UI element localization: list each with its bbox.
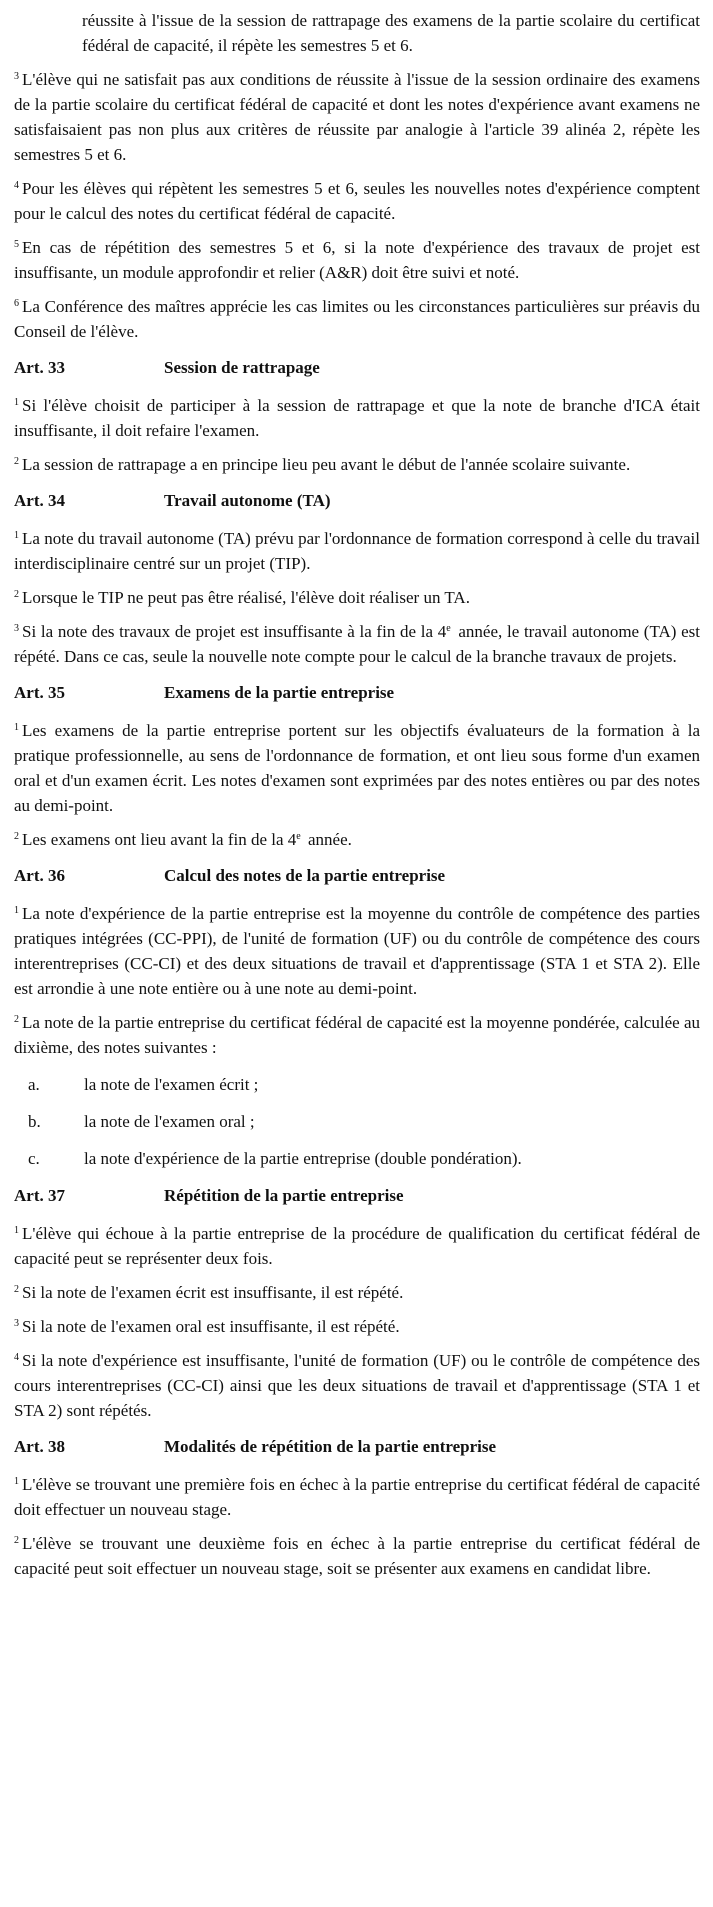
paragraph-text: Les examens de la partie entreprise portent sur les objectifs évaluateurs de la formation à la pratique professionnelle, au sens de l'ordonnance de formation, et ont lieu sous forme d'un examen oral et d'un examen écrit. Les notes d'examen sont exprimées par des notes entières ou par des notes au demi-point. xyxy=(14,721,700,815)
paragraph-number: 3 xyxy=(14,1318,19,1329)
art34-paragraph-3 xyxy=(14,619,700,669)
paragraph-text-after: année, le travail autonome (TA) est répété. Dans ce cas, seule la nouvelle note compte pour le calcul de la branche travaux de projets. xyxy=(14,622,700,666)
list-item-a xyxy=(14,1072,700,1097)
paragraph-text: Si l'élève choisit de participer à la session de rattrapage et que la note de branche d'ICA était insuffisante, il doit refaire l'examen. xyxy=(14,396,700,440)
article-title: Répétition de la partie entreprise xyxy=(164,1186,404,1205)
paragraph-number: 2 xyxy=(14,831,19,842)
art38-paragraph-1 xyxy=(14,1472,700,1522)
article-title: Travail autonome (TA) xyxy=(164,491,331,510)
art36-paragraph-2 xyxy=(14,1010,700,1060)
article-heading-36 xyxy=(14,863,700,888)
article-number: Art. 38 xyxy=(14,1437,65,1456)
list-text: la note de l'examen oral ; xyxy=(84,1112,255,1131)
article-number: Art. 33 xyxy=(14,358,65,377)
paragraph-number: 6 xyxy=(14,298,19,309)
art38-paragraph-2 xyxy=(14,1531,700,1581)
art37-paragraph-2 xyxy=(14,1280,700,1305)
paragraph-text-after: année. xyxy=(303,830,352,849)
paragraph-number: 1 xyxy=(14,905,19,916)
art32-paragraph-5 xyxy=(14,235,700,285)
list-text: la note de l'examen écrit ; xyxy=(84,1075,259,1094)
ordinal-superscript: e xyxy=(296,831,301,842)
paragraph-number: 3 xyxy=(14,71,19,82)
art32-paragraph-4 xyxy=(14,176,700,226)
list-letter: a. xyxy=(28,1075,40,1094)
continued-paragraph: réussite à l'issue de la session de rattrapage des examens de la partie scolaire du certificat fédéral de capacité, il répète les semestres 5 et 6. xyxy=(82,11,700,55)
paragraph-number: 1 xyxy=(14,397,19,408)
paragraph-text: L'élève qui ne satisfait pas aux conditions de réussite à l'issue de la session ordinaire des examens de la partie scolaire du certificat fédéral de capacité et dont les notes d'expérience avant examens ne satisfaisaient pas non plus aux critères de réussite par analogie à l'article 39 alinéa 2, répète les semestres 5 et 6. xyxy=(14,70,700,164)
paragraph-number: 2 xyxy=(14,456,19,467)
art33-paragraph-2 xyxy=(14,452,700,477)
paragraph-text: La session de rattrapage a en principe lieu peu avant le début de l'année scolaire suivante. xyxy=(22,455,631,474)
paragraph-text: La note d'expérience de la partie entreprise est la moyenne du contrôle de compétence des parties pratiques intégrées (CC-PPI), de l'unité de formation (UF) ou du contrôle de compétence des cours interentreprises (CC-CI) et des deux situations de travail et d'apprentissage (STA 1 et STA 2). Elle est arrondie à une note entière ou à une note au demi-point. xyxy=(14,904,700,998)
paragraph-number: 1 xyxy=(14,1476,19,1487)
art37-paragraph-1 xyxy=(14,1221,700,1271)
art36-paragraph-1 xyxy=(14,901,700,1001)
art32-paragraph-6 xyxy=(14,294,700,344)
paragraph-number: 1 xyxy=(14,1225,19,1236)
article-title: Modalités de répétition de la partie entreprise xyxy=(164,1437,497,1456)
art32-paragraph-3 xyxy=(14,67,700,167)
article-heading-35 xyxy=(14,680,700,705)
paragraph-text: Si la note de l'examen écrit est insuffisante, il est répété. xyxy=(22,1283,404,1302)
paragraph-number: 3 xyxy=(14,623,19,634)
art37-paragraph-4 xyxy=(14,1348,700,1423)
article-number: Art. 35 xyxy=(14,683,65,702)
paragraph-number: 2 xyxy=(14,1284,19,1295)
art35-paragraph-1 xyxy=(14,718,700,818)
art35-paragraph-2 xyxy=(14,827,700,852)
article-title: Calcul des notes de la partie entreprise xyxy=(164,866,446,885)
paragraph-number: 1 xyxy=(14,530,19,541)
article-title: Examens de la partie entreprise xyxy=(164,683,395,702)
list-letter: c. xyxy=(28,1149,40,1168)
paragraph-text: Lorsque le TIP ne peut pas être réalisé, l'élève doit réaliser un TA. xyxy=(22,588,470,607)
paragraph-text: En cas de répétition des semestres 5 et 6, si la note d'expérience des travaux de projet est insuffisante, un module approfondir et relier (A&R) doit être suivi et noté. xyxy=(14,238,700,282)
article-number: Art. 36 xyxy=(14,866,65,885)
article-heading-38 xyxy=(14,1434,700,1459)
paragraph-number: 5 xyxy=(14,239,19,250)
paragraph-number: 1 xyxy=(14,722,19,733)
list-text: la note d'expérience de la partie entreprise (double pondération). xyxy=(84,1149,522,1168)
paragraph-text: Si la note d'expérience est insuffisante, l'unité de formation (UF) ou le contrôle de compétence des cours interentreprises (CC-CI) ainsi que les deux situations de travail et d'apprentissage (STA 1 et STA 2) sont répétés. xyxy=(14,1351,700,1420)
art33-paragraph-1 xyxy=(14,393,700,443)
article-number: Art. 34 xyxy=(14,491,65,510)
ordinal-superscript: e xyxy=(446,623,451,634)
list-item-b xyxy=(14,1109,700,1134)
paragraph-text: L'élève qui échoue à la partie entreprise de la procédure de qualification du certificat fédéral de capacité peut se représenter deux fois. xyxy=(14,1224,700,1268)
paragraph-text: L'élève se trouvant une deuxième fois en échec à la partie entreprise du certificat fédéral de capacité peut soit effectuer un nouveau stage, soit se présenter aux examens en candidat libre. xyxy=(14,1534,700,1578)
document-page xyxy=(14,8,700,1590)
article-heading-33 xyxy=(14,355,700,380)
art37-paragraph-3 xyxy=(14,1314,700,1339)
paragraph-number: 4 xyxy=(14,1352,19,1363)
art34-paragraph-2 xyxy=(14,585,700,610)
paragraph-number: 2 xyxy=(14,1014,19,1025)
paragraph-text: L'élève se trouvant une première fois en échec à la partie entreprise du certificat fédéral de capacité doit effectuer un nouveau stage. xyxy=(14,1475,700,1519)
paragraph-number: 4 xyxy=(14,180,19,191)
paragraph-text: La Conférence des maîtres apprécie les cas limites ou les circonstances particulières sur préavis du Conseil de l'élève. xyxy=(14,297,700,341)
article-number: Art. 37 xyxy=(14,1186,65,1205)
paragraph-text-before: Si la note des travaux de projet est insuffisante à la fin de la 4 xyxy=(22,622,447,641)
list-item-c xyxy=(14,1146,700,1171)
paragraph-number: 2 xyxy=(14,1535,19,1546)
article-heading-37 xyxy=(14,1183,700,1208)
paragraph-text: Si la note de l'examen oral est insuffisante, il est répété. xyxy=(22,1317,400,1336)
paragraph-text: Pour les élèves qui répètent les semestres 5 et 6, seules les nouvelles notes d'expérience comptent pour le calcul des notes du certificat fédéral de capacité. xyxy=(14,179,700,223)
art34-paragraph-1 xyxy=(14,526,700,576)
paragraph-text: La note du travail autonome (TA) prévu par l'ordonnance de formation correspond à celle du travail interdisciplinaire centré sur un projet (TIP). xyxy=(14,529,700,573)
paragraph-text: La note de la partie entreprise du certificat fédéral de capacité est la moyenne pondérée, calculée au dixième, des notes suivantes : xyxy=(14,1013,700,1057)
list-letter: b. xyxy=(28,1112,41,1131)
article-heading-34 xyxy=(14,488,700,513)
article-title: Session de rattrapage xyxy=(164,358,320,377)
paragraph-text-before: Les examens ont lieu avant la fin de la 4 xyxy=(22,830,297,849)
paragraph-number: 2 xyxy=(14,589,19,600)
